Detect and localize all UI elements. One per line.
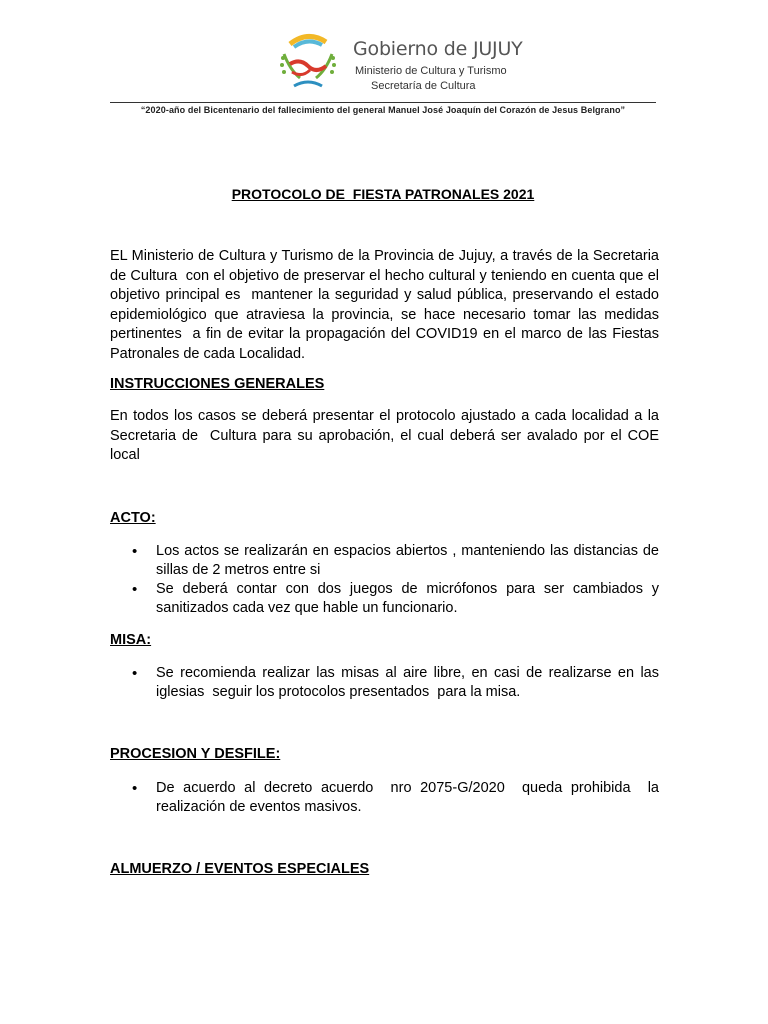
intro-paragraph: EL Ministerio de Cultura y Turismo de la Provincia de Jujuy, a través de la Secretaria de Cultura con el objetivo de preservar el hecho cultural y teniendo en cuenta que el objetivo principal es mantener la seguridad y salud pública, preservando el estado epidemiológico que atraviesa la provincia, se hace necesario tomar las medidas pertinentes a fin de evitar la propagación del COVID19 en el marco de las Fiestas Patronales de cada Localidad. — [110, 248, 664, 362]
heading-procesion: PROCESION Y DESFILE: — [110, 746, 281, 762]
list-item: • Se deberá contar con dos juegos de micrófonos para ser cambiados y sanitizados cada vez que hable un funcionario. — [110, 580, 659, 618]
header-divider — [110, 102, 656, 103]
acto-list — [110, 542, 664, 618]
header-motto: “2020-año del Bicentenario del fallecimiento del general Manuel José Joaquín del Corazón de Jesus Belgrano” — [140, 105, 626, 115]
ministry-name: Ministerio de Cultura y Turismo — [355, 65, 507, 77]
heading-acto: ACTO: — [110, 510, 156, 526]
misa-list — [110, 664, 664, 702]
heading-instrucciones: INSTRUCCIONES GENERALES — [110, 376, 325, 392]
document-title: PROTOCOLO DE FIESTA PATRONALES 2021 — [231, 186, 535, 202]
list-item: • De acuerdo al decreto acuerdo nro 2075-G/2020 queda prohibida la realización de eventos masivos. — [110, 779, 659, 817]
list-item: • Los actos se realizarán en espacios abiertos , manteniendo las distancias de sillas de 2 metros entre si — [110, 542, 659, 580]
heading-almuerzo: ALMUERZO / EVENTOS ESPECIALES — [110, 861, 370, 877]
jujuy-emblem-icon — [270, 28, 348, 96]
government-name: Gobierno de JUJUY — [353, 38, 523, 60]
letterhead — [270, 28, 523, 96]
procesion-list — [110, 779, 664, 817]
list-item: • Se recomienda realizar las misas al aire libre, en casi de realizarse en las iglesias seguir los protocolos presentados para la misa. — [110, 664, 659, 702]
heading-misa: MISA: — [110, 632, 152, 648]
secretariat-name: Secretaría de Cultura — [371, 80, 476, 92]
instrucciones-paragraph: En todos los casos se deberá presentar el protocolo ajustado a cada localidad a la Secretaria de Cultura para su aprobación, el cual deberá ser avalado por el COE local — [110, 408, 664, 463]
